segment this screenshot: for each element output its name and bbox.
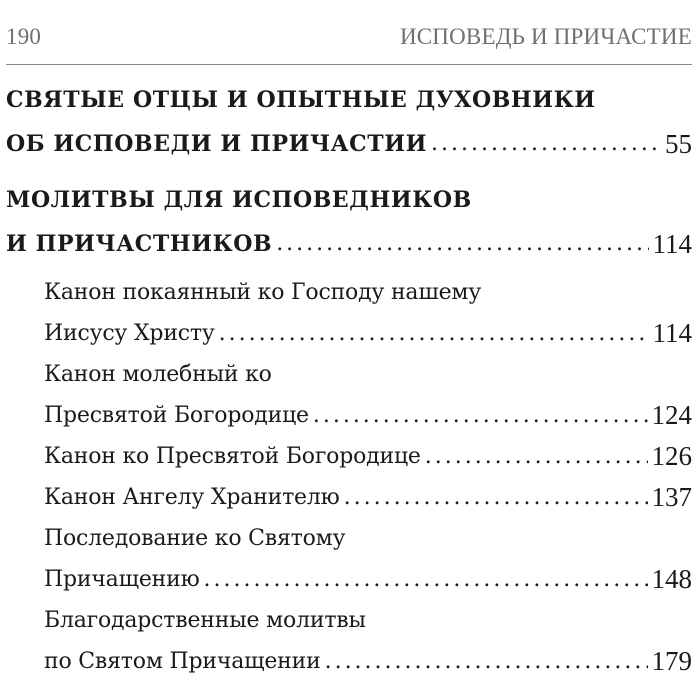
- page-number: 190: [6, 24, 42, 49]
- dot-leader: [219, 323, 649, 345]
- toc-line: [44, 395, 692, 436]
- section-title: ОБ ИСПОВЕДИ И ПРИЧАСТИИ: [6, 131, 428, 157]
- toc-line: [6, 222, 692, 266]
- dot-leader: [431, 133, 661, 155]
- page-reference: 55: [665, 128, 692, 159]
- entry-title: Канон Ангелу Хранителю: [44, 484, 340, 510]
- toc-line: [6, 78, 692, 122]
- dot-leader: [204, 569, 648, 591]
- toc-line: [44, 518, 692, 559]
- toc-line: [44, 641, 692, 682]
- entry-title: Благодарственные молитвы: [44, 607, 366, 633]
- toc-line: [6, 178, 692, 222]
- section-title: И ПРИЧАСТНИКОВ: [6, 231, 273, 257]
- page-reference: 124: [651, 400, 692, 430]
- dot-leader: [313, 405, 648, 427]
- page-reference: 114: [652, 318, 692, 348]
- section-title: МОЛИТВЫ ДЛЯ ИСПОВЕДНИКОВ: [6, 187, 472, 213]
- toc-line: [44, 272, 692, 313]
- entry-title: Причащению: [44, 566, 200, 592]
- running-title: ИСПОВЕДЬ И ПРИЧАСТИЕ: [399, 24, 692, 49]
- page-reference: 114: [652, 228, 692, 259]
- entry-title: Канон ко Пресвятой Богородице: [44, 443, 421, 469]
- toc-line: [44, 313, 692, 354]
- entry-title: Последование ко Святому: [44, 525, 346, 551]
- toc-section: [6, 78, 692, 166]
- dot-leader: [325, 651, 648, 673]
- entry-title: Иисусу Христу: [44, 320, 215, 346]
- entry-title: Канон молебный ко: [44, 361, 272, 387]
- entry-title: Канон покаянный ко Господу нашему: [44, 279, 482, 305]
- page-reference: 179: [651, 646, 692, 676]
- toc-line: [44, 559, 692, 600]
- dot-leader: [344, 487, 648, 509]
- entry-title: по Святом Причащении: [44, 648, 321, 674]
- toc-line: [44, 477, 692, 518]
- toc-line: [6, 122, 692, 166]
- page-reference: 148: [651, 564, 692, 594]
- table-of-contents: [6, 78, 692, 682]
- toc-line: [44, 600, 692, 641]
- toc-section: [6, 178, 692, 266]
- running-head: [6, 24, 692, 50]
- dot-leader: [425, 446, 648, 468]
- section-title: СВЯТЫЕ ОТЦЫ И ОПЫТНЫЕ ДУХОВНИКИ: [6, 87, 596, 113]
- header-rule: [6, 64, 692, 65]
- dot-leader: [276, 233, 648, 255]
- toc-subentries: [6, 272, 692, 682]
- entry-title: Пресвятой Богородице: [44, 402, 309, 428]
- page-reference: 126: [651, 441, 692, 471]
- toc-line: [44, 436, 692, 477]
- toc-line: [44, 354, 692, 395]
- page-reference: 137: [651, 482, 692, 512]
